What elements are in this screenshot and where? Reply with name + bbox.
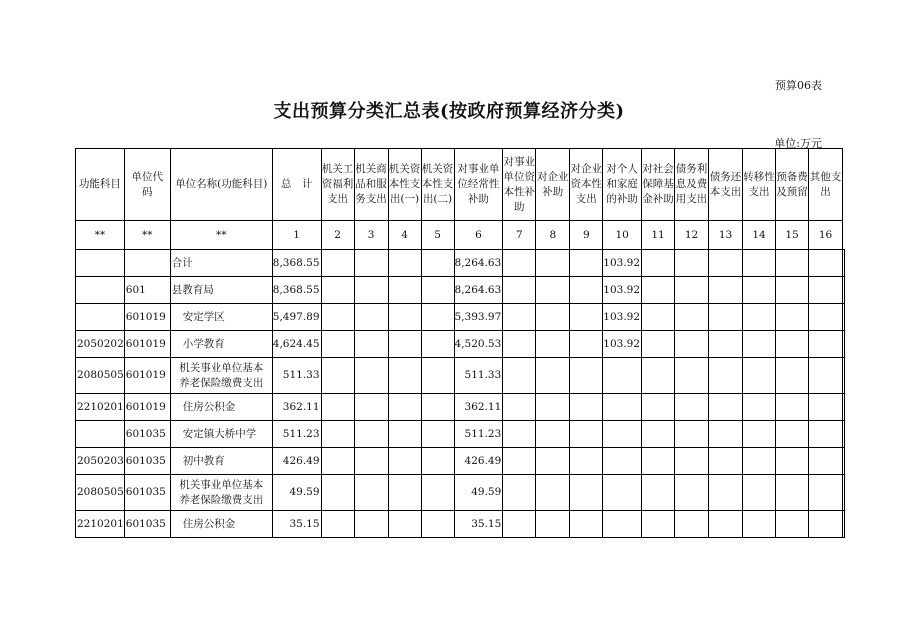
value-cell-col-14 [776,277,809,304]
col-header: 对事业单位经常性补助 [454,149,503,221]
value-cell-col-16 [843,304,845,331]
value-cell-col-7 [536,277,570,304]
index-cell: 12 [675,221,709,250]
func-code-cell: 2050203 [76,448,125,475]
value-cell-col-1 [321,304,354,331]
value-cell-col-16 [843,358,845,394]
value-cell-col-15 [809,511,843,538]
total-cell: 362.11 [272,394,321,421]
value-cell-col-13 [743,277,776,304]
value-cell-col-2 [354,331,388,358]
unit-code-cell: 601019 [124,394,170,421]
unit-name-cell: 安定学区 [170,304,272,331]
index-cell: 2 [321,221,354,250]
total-cell: 426.49 [272,448,321,475]
value-cell-col-5: 511.33 [454,358,503,394]
value-cell-col-13 [743,250,776,277]
col-header: 对个人和家庭的补助 [603,149,642,221]
value-cell-col-1 [321,448,354,475]
value-cell-col-1 [321,511,354,538]
total-cell: 4,624.45 [272,331,321,358]
value-cell-col-6 [503,331,536,358]
table-row [76,475,845,511]
index-cell: ** [76,221,125,250]
index-cell: 9 [570,221,603,250]
total-cell: 49.59 [272,475,321,511]
value-cell-col-5: 5,393.97 [454,304,503,331]
value-cell-col-14 [776,421,809,448]
unit-code-cell: 601035 [124,448,170,475]
value-cell-col-12 [709,331,743,358]
value-cell-col-10 [642,358,675,394]
value-cell-col-5: 4,520.53 [454,331,503,358]
index-cell: 5 [421,221,454,250]
index-cell: ** [124,221,170,250]
table-row [76,394,845,421]
value-cell-col-6 [503,448,536,475]
col-header: 对事业单位资本性补助 [503,149,536,221]
value-cell-col-12 [709,304,743,331]
value-cell-col-8 [570,304,603,331]
value-cell-col-11 [675,394,709,421]
func-code-cell [76,277,125,304]
value-cell-col-6 [503,304,536,331]
page-title: 支出预算分类汇总表(按政府预算经济分类) [273,101,625,122]
unit-code-cell: 601019 [124,331,170,358]
func-code-cell: 2080505 [76,358,125,394]
value-cell-col-3 [388,394,421,421]
value-cell-col-7 [536,511,570,538]
value-cell-col-4 [421,304,454,331]
value-cell-col-8 [570,250,603,277]
unit-code-cell: 601019 [124,358,170,394]
table-row [76,277,845,304]
value-cell-col-10 [642,250,675,277]
table-row [76,304,845,331]
value-cell-col-10 [642,448,675,475]
value-cell-col-9 [603,448,642,475]
value-cell-col-4 [421,358,454,394]
col-header: 机关资本性支出(二) [421,149,454,221]
value-cell-col-15 [809,475,843,511]
value-cell-col-2 [354,358,388,394]
value-cell-col-12 [709,511,743,538]
budget-table [75,148,845,538]
value-cell-col-4 [421,331,454,358]
value-cell-col-11 [675,250,709,277]
value-cell-col-14 [776,475,809,511]
unit-code-cell [124,250,170,277]
value-cell-col-7 [536,448,570,475]
unit-name-cell [170,475,272,511]
col-header: 预备费及预留 [776,149,809,221]
value-cell-col-8 [570,331,603,358]
func-code-cell [76,304,125,331]
value-cell-col-1 [321,394,354,421]
value-cell-col-14 [776,358,809,394]
func-code-cell: 2080505 [76,475,125,511]
value-cell-col-8 [570,277,603,304]
value-cell-col-12 [709,475,743,511]
value-cell-col-12 [709,421,743,448]
col-header: 单位代码 [124,149,170,221]
value-cell-col-16 [843,277,845,304]
col-header: 债务利息及费用支出 [675,149,709,221]
value-cell-col-4 [421,277,454,304]
value-cell-col-2 [354,511,388,538]
value-cell-col-13 [743,448,776,475]
value-cell-col-12 [709,394,743,421]
value-cell-col-7 [536,358,570,394]
index-cell: 7 [503,221,536,250]
index-cell: 3 [354,221,388,250]
value-cell-col-5: 8,264.63 [454,250,503,277]
total-cell: 8,368.55 [272,250,321,277]
value-cell-col-5: 35.15 [454,511,503,538]
header-row [76,149,845,221]
value-cell-col-8 [570,448,603,475]
value-cell-col-16 [843,475,845,511]
value-cell-col-13 [743,358,776,394]
value-cell-col-2 [354,277,388,304]
value-cell-col-7 [536,421,570,448]
col-header: 功能科目 [76,149,125,221]
value-cell-col-2 [354,304,388,331]
col-header: 对社会保障基金补助 [642,149,675,221]
value-cell-col-9: 103.92 [603,304,642,331]
value-cell-col-4 [421,511,454,538]
total-cell: 35.15 [272,511,321,538]
value-cell-col-9 [603,394,642,421]
value-cell-col-16 [843,448,845,475]
value-cell-col-1 [321,277,354,304]
unit-name-cell: 住房公积金 [170,394,272,421]
func-code-cell [76,250,125,277]
unit-code-cell: 601019 [124,304,170,331]
unit-name-cell: 县教育局 [170,277,272,304]
value-cell-col-2 [354,448,388,475]
value-cell-col-10 [642,304,675,331]
value-cell-col-14 [776,448,809,475]
unit-name-cell: 初中教育 [170,448,272,475]
index-cell: ** [170,221,272,250]
value-cell-col-1 [321,250,354,277]
value-cell-col-3 [388,421,421,448]
value-cell-col-6 [503,511,536,538]
value-cell-col-11 [675,358,709,394]
value-cell-col-13 [743,511,776,538]
col-header: 债务还本支出 [709,149,743,221]
value-cell-col-15 [809,421,843,448]
index-cell: 16 [809,221,843,250]
value-cell-col-15 [809,394,843,421]
value-cell-col-9: 103.92 [603,331,642,358]
value-cell-col-9 [603,421,642,448]
index-cell: 4 [388,221,421,250]
value-cell-col-6 [503,394,536,421]
table-row [76,358,845,394]
index-cell: 15 [776,221,809,250]
value-cell-col-10 [642,331,675,358]
index-cell: 11 [642,221,675,250]
value-cell-col-11 [675,511,709,538]
value-cell-col-6 [503,421,536,448]
total-cell: 8,368.55 [272,277,321,304]
index-cell: 10 [603,221,642,250]
value-cell-col-7 [536,304,570,331]
unit-name-cell: 安定镇大桥中学 [170,421,272,448]
value-cell-col-8 [570,394,603,421]
value-cell-col-9 [603,358,642,394]
unit-name-cell: 住房公积金 [170,511,272,538]
unit-code-cell: 601 [124,277,170,304]
value-cell-col-16 [843,511,845,538]
value-cell-col-12 [709,448,743,475]
value-cell-col-11 [675,475,709,511]
value-cell-col-14 [776,304,809,331]
value-cell-col-16 [843,250,845,277]
value-cell-col-5: 511.23 [454,421,503,448]
value-cell-col-2 [354,421,388,448]
col-header: 机关资本性支出(一) [388,149,421,221]
value-cell-col-15 [809,250,843,277]
value-cell-col-12 [709,277,743,304]
value-cell-col-15 [809,331,843,358]
func-code-cell: 2050202 [76,331,125,358]
index-cell: 14 [743,221,776,250]
value-cell-col-5: 362.11 [454,394,503,421]
value-cell-col-13 [743,475,776,511]
value-cell-col-6 [503,358,536,394]
value-cell-col-16 [843,394,845,421]
value-cell-col-8 [570,475,603,511]
value-cell-col-1 [321,358,354,394]
value-cell-col-13 [743,331,776,358]
value-cell-col-11 [675,421,709,448]
table-row [76,331,845,358]
index-cell: 8 [536,221,570,250]
value-cell-col-9: 103.92 [603,277,642,304]
value-cell-col-7 [536,475,570,511]
col-header: 总 计 [272,149,321,221]
unit-code-cell: 601035 [124,475,170,511]
table-row [76,511,845,538]
value-cell-col-7 [536,250,570,277]
total-cell: 511.33 [272,358,321,394]
value-cell-col-3 [388,331,421,358]
value-cell-col-3 [388,448,421,475]
value-cell-col-12 [709,358,743,394]
value-cell-col-10 [642,394,675,421]
unit-name-text: 机关事业单位基本养老保险缴费支出 [179,361,264,389]
value-cell-col-12 [709,250,743,277]
index-cell: 1 [272,221,321,250]
value-cell-col-6 [503,277,536,304]
value-cell-col-5: 49.59 [454,475,503,511]
value-cell-col-8 [570,358,603,394]
index-cell: 6 [454,221,503,250]
table-body [76,250,845,538]
document-number: 预算06表 [775,79,822,92]
value-cell-col-14 [776,250,809,277]
value-cell-col-8 [570,511,603,538]
col-header: 对企业资本性支出 [570,149,603,221]
value-cell-col-10 [642,511,675,538]
index-cell: 13 [709,221,743,250]
value-cell-col-11 [675,304,709,331]
unit-label: 单位:万元 [774,137,822,150]
value-cell-col-15 [809,358,843,394]
index-row [76,221,845,250]
value-cell-col-14 [776,331,809,358]
col-header: 单位名称(功能科目) [170,149,272,221]
value-cell-col-3 [388,475,421,511]
value-cell-col-4 [421,394,454,421]
table-row [76,421,845,448]
value-cell-col-1 [321,475,354,511]
value-cell-col-14 [776,511,809,538]
table-row [76,448,845,475]
value-cell-col-4 [421,421,454,448]
value-cell-col-15 [809,304,843,331]
func-code-cell: 2210201 [76,394,125,421]
unit-name-text: 机关事业单位基本养老保险缴费支出 [179,478,264,506]
value-cell-col-16 [843,331,845,358]
value-cell-col-5: 426.49 [454,448,503,475]
value-cell-col-5: 8,264.63 [454,277,503,304]
value-cell-col-4 [421,250,454,277]
value-cell-col-14 [776,394,809,421]
value-cell-col-3 [388,250,421,277]
unit-name-cell: 小学教育 [170,331,272,358]
value-cell-col-7 [536,331,570,358]
value-cell-col-15 [809,277,843,304]
value-cell-col-4 [421,475,454,511]
unit-code-cell: 601035 [124,511,170,538]
value-cell-col-3 [388,511,421,538]
value-cell-col-3 [388,277,421,304]
value-cell-col-4 [421,448,454,475]
col-header: 转移性支出 [743,149,776,221]
value-cell-col-10 [642,277,675,304]
value-cell-col-13 [743,394,776,421]
value-cell-col-10 [642,475,675,511]
value-cell-col-11 [675,331,709,358]
value-cell-col-13 [743,304,776,331]
value-cell-col-9: 103.92 [603,250,642,277]
value-cell-col-15 [809,448,843,475]
value-cell-col-6 [503,250,536,277]
col-header: 机关工资福利支出 [321,149,354,221]
value-cell-col-8 [570,421,603,448]
col-header: 其他支出 [809,149,843,221]
value-cell-col-11 [675,277,709,304]
value-cell-col-2 [354,475,388,511]
func-code-cell: 2210201 [76,511,125,538]
value-cell-col-13 [743,421,776,448]
unit-code-cell: 601035 [124,421,170,448]
value-cell-col-2 [354,250,388,277]
value-cell-col-10 [642,421,675,448]
value-cell-col-11 [675,448,709,475]
value-cell-col-2 [354,394,388,421]
value-cell-col-9 [603,475,642,511]
unit-name-cell: 合计 [170,250,272,277]
value-cell-col-6 [503,475,536,511]
total-cell: 511.23 [272,421,321,448]
unit-name-cell [170,358,272,394]
value-cell-col-16 [843,421,845,448]
func-code-cell [76,421,125,448]
total-cell: 5,497.89 [272,304,321,331]
col-header: 对企业补助 [536,149,570,221]
value-cell-col-3 [388,358,421,394]
value-cell-col-3 [388,304,421,331]
value-cell-col-1 [321,331,354,358]
col-header: 机关商品和服务支出 [354,149,388,221]
value-cell-col-1 [321,421,354,448]
value-cell-col-7 [536,394,570,421]
value-cell-col-9 [603,511,642,538]
table-row [76,250,845,277]
